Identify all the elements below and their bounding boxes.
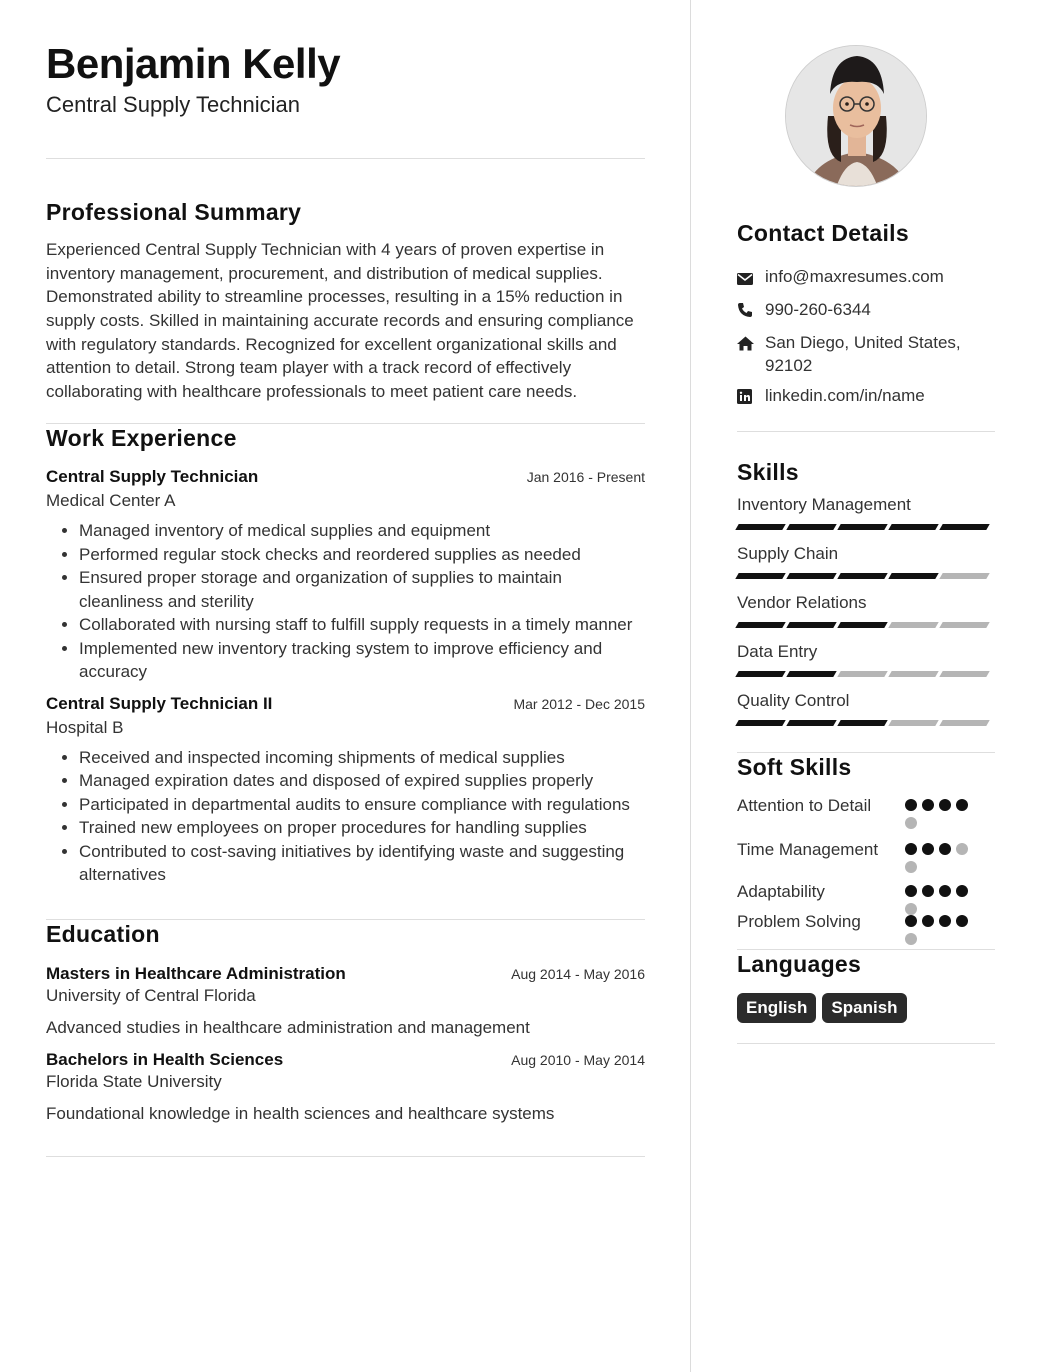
skill-segment-filled	[888, 573, 938, 579]
skill-segment-empty	[939, 720, 989, 726]
skill-segment-filled	[735, 573, 785, 579]
job-date: Jan 2016 - Present	[526, 469, 645, 486]
sidebar-column	[737, 45, 995, 1044]
rating-dot-filled	[956, 915, 968, 927]
phone-icon	[737, 298, 765, 324]
skill-label: Data Entry	[737, 642, 818, 661]
skill-label: Supply Chain	[737, 544, 839, 563]
education-date: Aug 2014 - May 2016	[511, 965, 645, 982]
skill-item	[737, 593, 995, 628]
education-description: Advanced studies in healthcare administration and management	[46, 1017, 530, 1037]
skill-bar	[737, 671, 995, 677]
email-text[interactable]: info@maxresumes.com	[765, 267, 944, 286]
rating-dot-filled	[905, 799, 917, 811]
experience-heading: Work Experience	[46, 425, 237, 452]
contact-list	[737, 265, 995, 410]
rating-dot-empty	[905, 861, 917, 873]
school-name: Florida State University	[46, 1071, 222, 1091]
job-bullet: • Received and inspected incoming shipments of medical supplies	[79, 746, 645, 770]
skill-segment-empty	[939, 622, 989, 628]
soft-skill-rating	[905, 838, 975, 873]
skill-segment-filled	[735, 622, 785, 628]
summary-heading: Professional Summary	[46, 199, 302, 226]
skill-segment-empty	[837, 671, 887, 677]
education-heading: Education	[46, 920, 160, 947]
soft-skill-label: Problem Solving	[737, 912, 861, 931]
skill-segment-filled	[786, 622, 836, 628]
summary-text: Experienced Central Supply Technician with 4 years of proven expertise in inventory management, procurement, and distribution of medical supplies. Demonstrated ability to streamline processes, resulting in a 15% reduction in supply costs. Skilled in maintaining accurate records and ensuring compliance with regulatory standards. Recognized for excellent organizational skills and attention to detail. Strong team player with a track record of effectively collaborating with healthcare professionals to meet patient care needs.	[46, 240, 634, 401]
job-org: Medical Center A	[46, 491, 176, 511]
contact-linkedin[interactable]	[737, 384, 995, 410]
education-divider	[46, 1156, 645, 1157]
job-bullet: • Implemented new inventory tracking system to improve efficiency and accuracy	[79, 637, 645, 684]
soft-skill-item	[737, 880, 995, 903]
skill-segment-filled	[735, 671, 785, 677]
soft-skills-list	[737, 794, 995, 945]
skill-segment-filled	[837, 573, 887, 579]
job-title: Central Supply Technician	[46, 467, 259, 487]
soft-skill-label: Attention to Detail	[737, 796, 872, 815]
soft-skill-item	[737, 794, 995, 829]
skill-segment-filled	[837, 720, 887, 726]
linkedin-text[interactable]: linkedin.com/in/name	[765, 386, 925, 405]
rating-dot-filled	[956, 799, 968, 811]
skill-segment-filled	[786, 524, 836, 530]
job-bullet: • Managed inventory of medical supplies and equipment	[79, 519, 645, 543]
contact-phone[interactable]	[737, 298, 995, 324]
rating-dot-filled	[922, 885, 934, 897]
rating-dot-filled	[905, 915, 917, 927]
experience-divider	[46, 919, 645, 920]
soft-skill-item	[737, 838, 995, 873]
job-entry	[46, 694, 645, 887]
job-bullet: • Managed expiration dates and disposed of expired supplies properly	[79, 769, 645, 793]
skill-segment-empty	[888, 671, 938, 677]
skill-segment-filled	[888, 524, 938, 530]
degree-title: Masters in Healthcare Administration	[46, 963, 346, 983]
skill-bar	[737, 573, 995, 579]
skills-divider	[737, 752, 995, 753]
column-divider	[690, 0, 691, 1372]
job-bullet: • Ensured proper storage and organization of supplies to maintain cleanliness and sterility	[79, 566, 645, 613]
rating-dot-filled	[905, 885, 917, 897]
contact-address	[737, 331, 995, 377]
job-title: Central Supply Technician II	[46, 693, 273, 713]
soft-skill-rating	[905, 910, 975, 945]
header-divider	[46, 158, 645, 159]
skill-segment-empty	[888, 622, 938, 628]
job-bullets	[46, 519, 645, 684]
rating-dot-filled	[939, 799, 951, 811]
rating-dot-filled	[939, 915, 951, 927]
job-org: Hospital B	[46, 717, 124, 737]
skills-heading: Skills	[737, 459, 799, 485]
skill-segment-filled	[786, 573, 836, 579]
education-entry	[46, 964, 645, 1038]
skill-segment-filled	[837, 524, 887, 530]
job-bullet: • Participated in departmental audits to ensure compliance with regulations	[79, 793, 645, 817]
avatar-illustration	[786, 46, 927, 187]
education-entry	[46, 1050, 645, 1124]
rating-dot-filled	[956, 885, 968, 897]
job-bullets	[46, 746, 645, 887]
languages-heading: Languages	[737, 951, 862, 977]
education-date: Aug 2010 - May 2014	[511, 1051, 645, 1068]
soft-skills-heading: Soft Skills	[737, 754, 852, 780]
rating-dot-filled	[922, 843, 934, 855]
contact-divider	[737, 431, 995, 432]
skill-segment-filled	[939, 524, 989, 530]
skill-segment-filled	[735, 720, 785, 726]
profile-photo	[785, 45, 927, 187]
skill-item	[737, 495, 995, 530]
address-text: San Diego, United States, 92102	[765, 333, 961, 375]
job-bullet: • Contributed to cost-saving initiatives by identifying waste and suggesting alternatives	[79, 840, 645, 887]
skill-bar	[737, 720, 995, 726]
skill-segment-filled	[786, 720, 836, 726]
language-badge: English	[737, 993, 816, 1023]
candidate-title: Central Supply Technician	[46, 92, 300, 118]
rating-dot-filled	[922, 915, 934, 927]
candidate-name: Benjamin Kelly	[46, 40, 341, 87]
skill-label: Inventory Management	[737, 495, 911, 514]
soft-skill-item	[737, 910, 995, 945]
contact-heading: Contact Details	[737, 220, 909, 246]
languages-list	[737, 993, 995, 1023]
rating-dot-filled	[939, 843, 951, 855]
summary-divider	[46, 423, 645, 424]
skill-item	[737, 544, 995, 579]
contact-email[interactable]	[737, 265, 995, 291]
job-entry	[46, 467, 645, 684]
skill-label: Vendor Relations	[737, 593, 867, 612]
soft-skill-label: Time Management	[737, 840, 879, 859]
skill-segment-empty	[888, 720, 938, 726]
rating-dot-empty	[956, 843, 968, 855]
skill-item	[737, 691, 995, 726]
soft-skill-label: Adaptability	[737, 882, 825, 901]
language-badge: Spanish	[822, 993, 906, 1023]
skill-label: Quality Control	[737, 691, 850, 710]
rating-dot-filled	[905, 843, 917, 855]
skill-bar	[737, 524, 995, 530]
job-bullet: • Trained new employees on proper procedures for handling supplies	[79, 816, 645, 840]
job-date: Mar 2012 - Dec 2015	[513, 695, 645, 712]
skill-item	[737, 642, 995, 677]
skill-segment-filled	[735, 524, 785, 530]
skill-segment-empty	[939, 671, 989, 677]
job-bullet: • Performed regular stock checks and reordered supplies as needed	[79, 543, 645, 567]
skill-segment-empty	[939, 573, 989, 579]
rating-dot-empty	[905, 817, 917, 829]
school-name: University of Central Florida	[46, 985, 256, 1005]
envelope-icon	[737, 265, 765, 291]
phone-text[interactable]: 990-260-6344	[765, 300, 871, 319]
skill-segment-filled	[837, 622, 887, 628]
linkedin-icon	[737, 384, 765, 410]
skill-bar	[737, 622, 995, 628]
soft-skill-rating	[905, 794, 975, 829]
main-column	[46, 40, 645, 1157]
education-description: Foundational knowledge in health sciences and healthcare systems	[46, 1103, 555, 1123]
job-bullet: • Collaborated with nursing staff to fulfill supply requests in a timely manner	[79, 613, 645, 637]
rating-dot-filled	[939, 885, 951, 897]
skills-list	[737, 495, 995, 726]
degree-title: Bachelors in Health Sciences	[46, 1049, 284, 1069]
soft-skills-divider	[737, 949, 995, 950]
soft-skill-rating	[905, 880, 975, 903]
rating-dot-empty	[905, 933, 917, 945]
languages-divider	[737, 1043, 995, 1044]
skill-segment-filled	[786, 671, 836, 677]
rating-dot-filled	[922, 799, 934, 811]
home-icon	[737, 331, 765, 357]
